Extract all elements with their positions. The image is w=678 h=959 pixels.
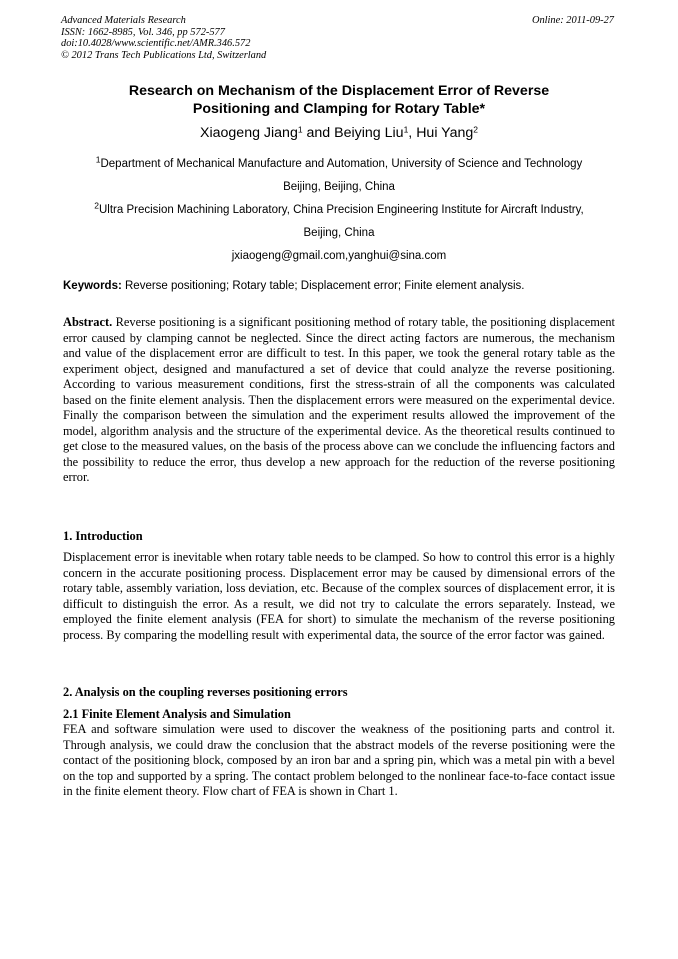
section-1-text: Displacement error is inevitable when rotary table needs to be clamped. So how to control this error is a highly concern in the accurate positioning process. Displacement error may be caused by dimensional errors of the rotary table, assembly variation, loss deviation, etc. Because of the complex sources of displacement error, it is difficult to distinguish the error. As a result, we did not try to calculate the errors separately. Instead, we employed the finite element analysis (FEA for short) to simulate the mechanism of the reverse positioning process. By comparing the modelling result with experimental data, the source of the error factor was gained. — [63, 550, 615, 642]
paper-title — [40, 82, 638, 118]
abstract — [63, 315, 615, 486]
section-1-heading: 1. Introduction — [63, 529, 143, 543]
author-and: and — [302, 125, 335, 141]
copyright-line: © 2012 Trans Tech Publications Ltd, Switzerland — [61, 49, 267, 61]
subsection-2-1-text: FEA and software simulation were used to discover the weakness of the positioning parts and control it. Through analysis, we could draw the conclusion that the abstract models of the reverse positioning were the contact of the positioning block, composed by an iron bar and a spring pin, which was a metal pin with a bevel on the top and supported by a spring. The contact problem belonged to the nonlinear face-to-face contact issue in the finite element theory. Flow chart of FEA is shown in Chart 1. — [63, 722, 615, 798]
title-line-1: Research on Mechanism of the Displacement Error of Reverse — [128, 83, 550, 99]
affiliation-2-line-1 — [40, 200, 638, 217]
author-1: Xiaogeng Jiang — [200, 125, 298, 141]
keywords-text: Reverse positioning; Rotary table; Displacement error; Finite element analysis. — [121, 280, 525, 292]
abstract-text: Reverse positioning is a significant positioning method of rotary table, the positioning displacement error caused by clamping cannot be neglected. Since the direct acting factors are numerous, the mechanism and value of the displacement error are difficult to test. In this paper, we took the general rotary table as the experiment object, designed and manufactured a set of device that could analyze the reverse positioning. According to various measurement conditions, first the stress-strain of all the components was calculated based on the finite element analysis. Then the displacement errors were measured on the experimental device. Finally the comparison between the simulation and the experiment results allowed the improvement of the model, algorithm analysis and the structure of the experimental device. As the theoretical results continued to get close to the measured values, on the basis of the process above can we conclude the influencing factors and the possibility to reduce the error, thus develop a new approach for the reduction of the reverse positioning error. — [63, 315, 615, 484]
affiliation-2-text: Ultra Precision Machining Laboratory, China Precision Engineering Institute for Aircraft Industry, — [99, 204, 584, 216]
author-list — [40, 124, 638, 142]
journal-header — [61, 15, 266, 61]
title-line-2: Positioning and Clamping for Rotary Table* — [192, 101, 486, 117]
affiliation-1-text: Department of Mechanical Manufacture and Automation, University of Science and Technology — [100, 158, 583, 170]
author-3: Hui Yang — [416, 125, 474, 141]
online-date: Online: 2011-09-27 — [531, 15, 614, 26]
section-2-heading: 2. Analysis on the coupling reverses positioning errors — [63, 685, 348, 699]
subsection-2-1-heading: 2.1 Finite Element Analysis and Simulation — [63, 707, 291, 721]
abstract-label: Abstract. — [63, 315, 113, 329]
keywords-label: Keywords: — [63, 280, 122, 292]
issn-line: ISSN: 1662-8985, Vol. 346, pp 572-577 — [61, 26, 225, 38]
affiliation-2-line-2: Beijing, China — [303, 227, 375, 239]
author-emails: jxiaogeng@gmail.com,yanghui@sina.com — [231, 250, 447, 262]
author-sep: , — [408, 125, 417, 141]
author-3-affil: 2 — [473, 124, 478, 135]
keywords — [63, 279, 524, 293]
doi-line: doi:10.4028/www.scientific.net/AMR.346.572 — [61, 38, 251, 50]
affiliation-2-mark: 2 — [94, 200, 99, 211]
affiliation-1-line-2: Beijing, Beijing, China — [283, 181, 395, 193]
author-2: Beiying Liu — [334, 125, 404, 141]
author-2-affil: 1 — [403, 124, 409, 135]
affiliation-1-mark: 1 — [95, 154, 101, 165]
affiliation-1-line-1 — [40, 154, 638, 171]
author-1-affil: 1 — [297, 124, 303, 135]
journal-name: Advanced Materials Research — [61, 15, 186, 26]
